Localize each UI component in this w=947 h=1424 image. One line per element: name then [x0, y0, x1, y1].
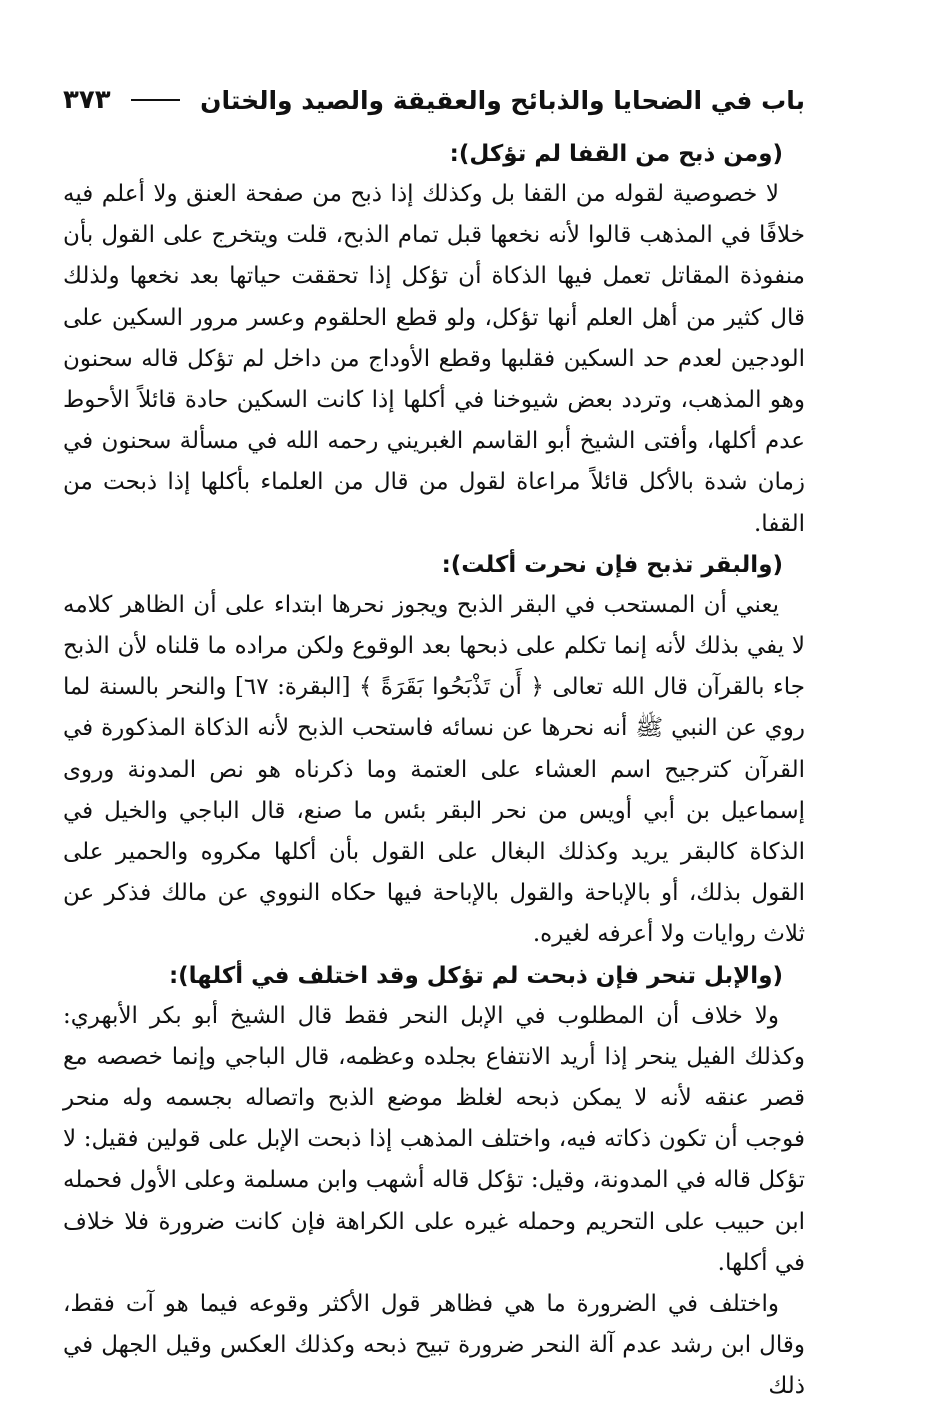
section-heading: (والإبل تنحر فإن ذبحت لم تؤكل وقد اختلف في أكلها):: [168, 962, 783, 989]
page-bottom-space: [63, 1408, 805, 1424]
running-header: [63, 78, 805, 122]
section-heading: (ومن ذبح من القفا لم تؤكل):: [449, 141, 783, 167]
section-3: [63, 956, 805, 1408]
header-rule: [131, 99, 181, 101]
section-paragraph: ولا خلاف أن المطلوب في الإبل النحر فقط قال الشيخ أبو بكر الأبهري: وكذلك الفيل ينحر إذا أريد الانتفاع بجلده وعظمه، قال الباجي وإنما خصصه مع قصر عنقه لأنه لا يمكن ذبحه لغلظ موضع الذبح واتصاله بجسمه وله منحر فوجب أن تكون ذكاته فيه، واختلف المذهب إذا ذبحت الإبل على قولين فقيل: لا تؤكل قاله في المدونة، وقيل: تؤكل قاله أشهب وابن مسلمة وعلى الأول فحمله ابن حبيب على التحريم وحمله غيره على الكراهة فإن كانت ضرورة فلا خلاف في أكلها.: [63, 1002, 805, 1276]
section-paragraph: واختلف في الضرورة ما هي فظاهر قول الأكثر وقوعه فيما هو آت فقط، وقال ابن رشد عدم آلة النحر ضرورة تبيح ذبحه وكذلك العكس وقيل الجهل في ذلك: [63, 1291, 805, 1400]
section-paragraph: يعني أن المستحب في البقر الذبح ويجوز نحرها ابتداء على أن الظاهر كلامه لا يفي بذلك لأنه إنما تكلم على ذبحها بعد الوقوع ولكن مراده ما قلناه لأن الذبح جاء بالقرآن قال الله تعالى ﴿ أَن تَذْبَحُوا بَقَرَةً ﴾ [البقرة: ٦٧] والنحر بالسنة لما روي عن النبي ﷺ أنه نحرها عن نسائه فاستحب الذبح لأنه الذكاة المذكورة في القرآن كترجيح اسم العشاء على العتمة وما ذكرناه هو نص المدونة وروى إسماعيل بن أبي أويس من نحر البقر بئس ما صنع، قال الباجي والخيل في الذكاة كالبقر يريد وكذلك البغال على القول بأن أكلها مكروه والحمير على القول بذلك، أو بالإباحة والقول بالإباحة فيها حكاه النووي عن مالك فذكر عن ثلاث روايات ولا أعرفه لغيره.: [63, 591, 805, 948]
section-2: [63, 545, 805, 956]
section-1: [63, 134, 805, 545]
chapter-title: باب في الضحايا والذبائح والعقيقة والصيد والختان: [200, 85, 805, 115]
section-heading: (والبقر تذبح فإن نحرت أكلت):: [441, 551, 783, 578]
section-paragraph: لا خصوصية لقوله من القفا بل وكذلك إذا ذبح من صفحة العنق ولا أعلم فيه خلافًا في المذهب قالوا لأنه نخعها قبل تمام الذبح، قلت ويتخرج على القول بأن منفوذة المقاتل تعمل فيها الذكاة أن تؤكل إذا تحققت حياتها بعد نخعها ولذلك قال كثير من أهل العلم أنها تؤكل، ولو قطع الحلقوم وعسر مرور السكين على الودجين لعدم حد السكين فقلبها وقطع الأوداج من داخل لم تؤكل قاله سحنون وهو المذهب، وتردد بعض شيوخنا في أكلها إذا كانت السكين حادة قائلاً الأحوط عدم أكلها، وأفتى الشيخ أبو القاسم الغبريني رحمه الله في مسألة سحنون في زمان شدة بالأكل قائلاً مراعاة لقول من قال من العلماء بأكلها إذا ذبحت من القفا.: [63, 181, 805, 537]
page-content: [63, 134, 805, 1424]
page-number: ٣٧٣: [63, 85, 111, 115]
